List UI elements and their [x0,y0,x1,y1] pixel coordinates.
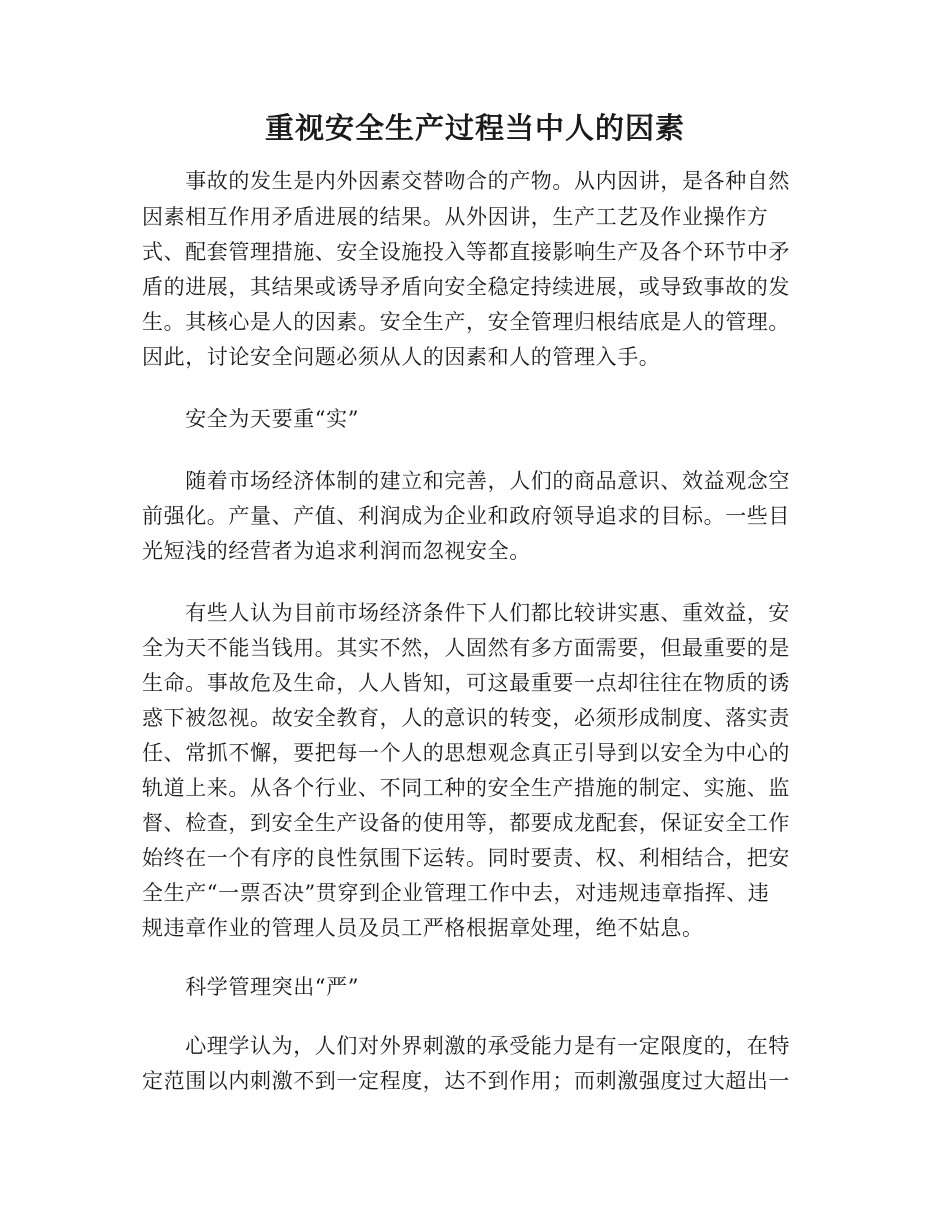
document-title: 重视安全生产过程当中人的因素 [264,111,685,145]
paragraph-line: 式、配套管理措施、安全设施投入等都直接影响生产及各个环节中矛 [142,240,790,264]
paragraph-line: 督、检查，到安全生产设备的使用等，都要成龙配套，保证安全工作 [142,811,790,835]
paragraph-line: 全为天不能当钱用。其实不然，人固然有多方面需要，但最重要的是 [142,636,790,660]
paragraph-line: 有些人认为目前市场经济条件下人们都比较讲实惠、重效益，安 [142,601,790,625]
paragraph-line: 生。其核心是人的因素。安全生产，安全管理归根结底是人的管理。 [142,310,790,334]
paragraph-line: 规违章作业的管理人员及员工严格根据章处理，绝不姑息。 [142,916,704,940]
paragraph-line: 任、常抓不懈，要把每一个人的思想观念真正引导到以安全为中心的 [142,741,790,765]
section-heading: 安全为天要重“实” [142,407,360,431]
section-heading: 科学管理突出“严” [142,975,360,999]
paragraph-line: 定范围以内刺激不到一定程度，达不到作用；而刺激强度过大超出一 [142,1069,790,1093]
paragraph-line: 因此，讨论安全问题必须从人的因素和人的管理入手。 [142,345,661,369]
paragraph-line: 事故的发生是内外因素交替吻合的产物。从内因讲，是各种自然 [142,169,790,193]
paragraph-line: 因素相互作用矛盾进展的结果。从外因讲，生产工艺及作业操作方 [142,205,769,229]
paragraph-line: 轨道上来。从各个行业、不同工种的安全生产措施的制定、实施、监 [142,776,790,800]
paragraph-line: 前强化。产量、产值、利润成为企业和政府领导追求的目标。一些目 [142,504,790,528]
paragraph-line: 全生产“一票否决”贯穿到企业管理工作中去，对违规违章指挥、违 [142,881,770,905]
paragraph-line: 惑下被忽视。故安全教育，人的意识的转变，必须形成制度、落实责 [142,706,790,730]
paragraph-line: 心理学认为，人们对外界刺激的承受能力是有一定限度的，在特 [142,1034,790,1058]
paragraph-line: 盾的进展，其结果或诱导矛盾向安全稳定持续进展，或导致事故的发 [142,275,790,299]
paragraph-line: 随着市场经济体制的建立和完善，人们的商品意识、效益观念空 [142,469,790,493]
paragraph-line: 生命。事故危及生命，人人皆知，可这最重要一点却往往在物质的诱 [142,671,790,695]
paragraph-line: 光短浅的经营者为追求利润而忽视安全。 [142,539,531,563]
paragraph-line: 始终在一个有序的良性氛围下运转。同时要责、权、利相结合，把安 [142,846,790,870]
